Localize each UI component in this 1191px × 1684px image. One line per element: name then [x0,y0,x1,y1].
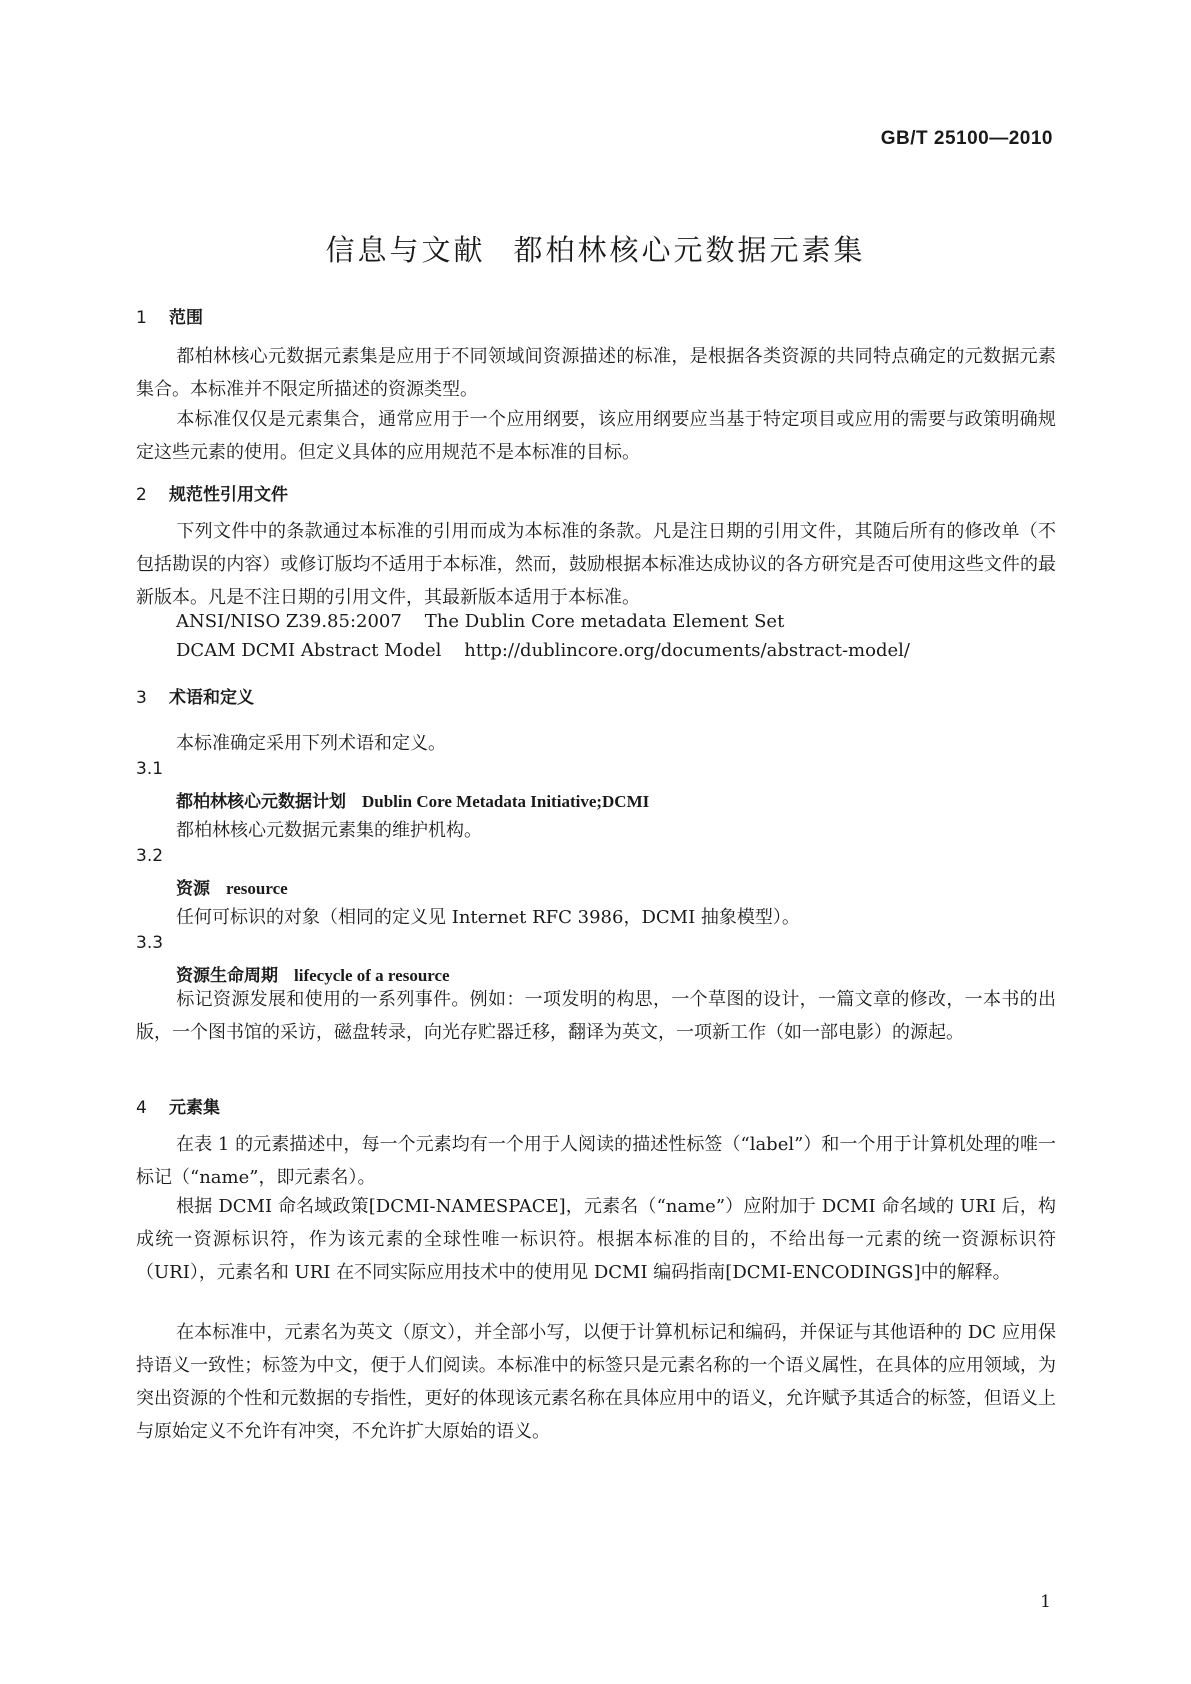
document-title [0,228,1191,269]
section-heading-1: 1 范围 [136,308,203,328]
term-3-1: 都柏林核心元数据计划 Dublin Core Metadata Initiative;DCMI [176,792,650,812]
normative-reference-1: ANSI/NISO Z39.85:2007 The Dublin Core metadata Element Set [176,611,785,632]
section-heading-2: 2 规范性引用文件 [136,485,288,505]
title-part-1: 信息与文献 [325,233,486,267]
title-part-2: 都柏林核心元数据元素集 [513,233,866,267]
term-definition-3-1: 都柏林核心元数据元素集的维护机构。 [176,820,482,841]
normative-reference-2: DCAM DCMI Abstract Model http://dublincore.org/documents/abstract-model/ [176,640,910,661]
standard-number: GB/T 25100—2010 [880,128,1053,149]
section-4-paragraph-3: 在本标准中，元素名为英文（原文），并全部小写，以便于计算机标记和编码，并保证与其他语种的 DC 应用保持语义一致性；标签为中文，便于人们阅读。本标准中的标签只是元素名称的一个语义属性，在具体的应用领域，为突出资源的个性和元数据的专指性，更好的体现该元素名称在具体应用中的语义，允许赋予其适合的标签，但语义上与原始定义不允许有冲突，不允许扩大原始的语义。 [136,1322,1056,1442]
term-number-3-2: 3.2 [136,846,164,866]
term-number-3-1: 3.1 [136,759,164,779]
terms-intro: 本标准确定采用下列术语和定义。 [176,733,446,754]
section-heading-3: 3 术语和定义 [136,688,254,708]
page-number: 1 [1040,1592,1051,1612]
term-3-3: 资源生命周期 lifecycle of a resource [176,966,450,986]
section-1-paragraph-1: 都柏林核心元数据元素集是应用于不同领域间资源描述的标准，是根据各类资源的共同特点确定的元数据元素集合。本标准并不限定所描述的资源类型。 [136,346,1056,400]
term-3-2: 资源 resource [176,879,288,899]
section-2-paragraph-1: 下列文件中的条款通过本标准的引用而成为本标准的条款。凡是注日期的引用文件，其随后所有的修改单（不包括勘误的内容）或修订版均不适用于本标准，然而，鼓励根据本标准达成协议的各方研究是否可使用这些文件的最新版本。凡是不注日期的引用文件，其最新版本适用于本标准。 [136,521,1056,608]
section-4-paragraph-2: 根据 DCMI 命名域政策[DCMI-NAMESPACE]，元素名（“name”）应附加于 DCMI 命名域的 URI 后，构成统一资源标识符，作为该元素的全球性唯一标识符。根据本标准的目的，不给出每一元素的统一资源标识符（URI），元素名和 URI 在不同实际应用技术中的使用见 DCMI 编码指南[DCMI-ENCODINGS]中的解释。 [136,1196,1056,1283]
term-number-3-3: 3.3 [136,933,164,953]
section-1-paragraph-2: 本标准仅仅是元素集合，通常应用于一个应用纲要，该应用纲要应当基于特定项目或应用的需要与政策明确规定这些元素的使用。但定义具体的应用规范不是本标准的目标。 [136,409,1056,463]
term-definition-3-3: 标记资源发展和使用的一系列事件。例如：一项发明的构思，一个草图的设计，一篇文章的修改，一本书的出版，一个图书馆的采访，磁盘转录，向光存贮器迁移，翻译为英文，一项新工作（如一部电影）的源起。 [136,989,1056,1043]
section-4-paragraph-1: 在表 1 的元素描述中，每一个元素均有一个用于人阅读的描述性标签（“label”）和一个用于计算机处理的唯一标记（“name”，即元素名）。 [136,1134,1056,1188]
section-heading-4: 4 元素集 [136,1098,220,1118]
term-definition-3-2: 任何可标识的对象（相同的定义见 Internet RFC 3986，DCMI 抽象模型）。 [176,907,800,928]
